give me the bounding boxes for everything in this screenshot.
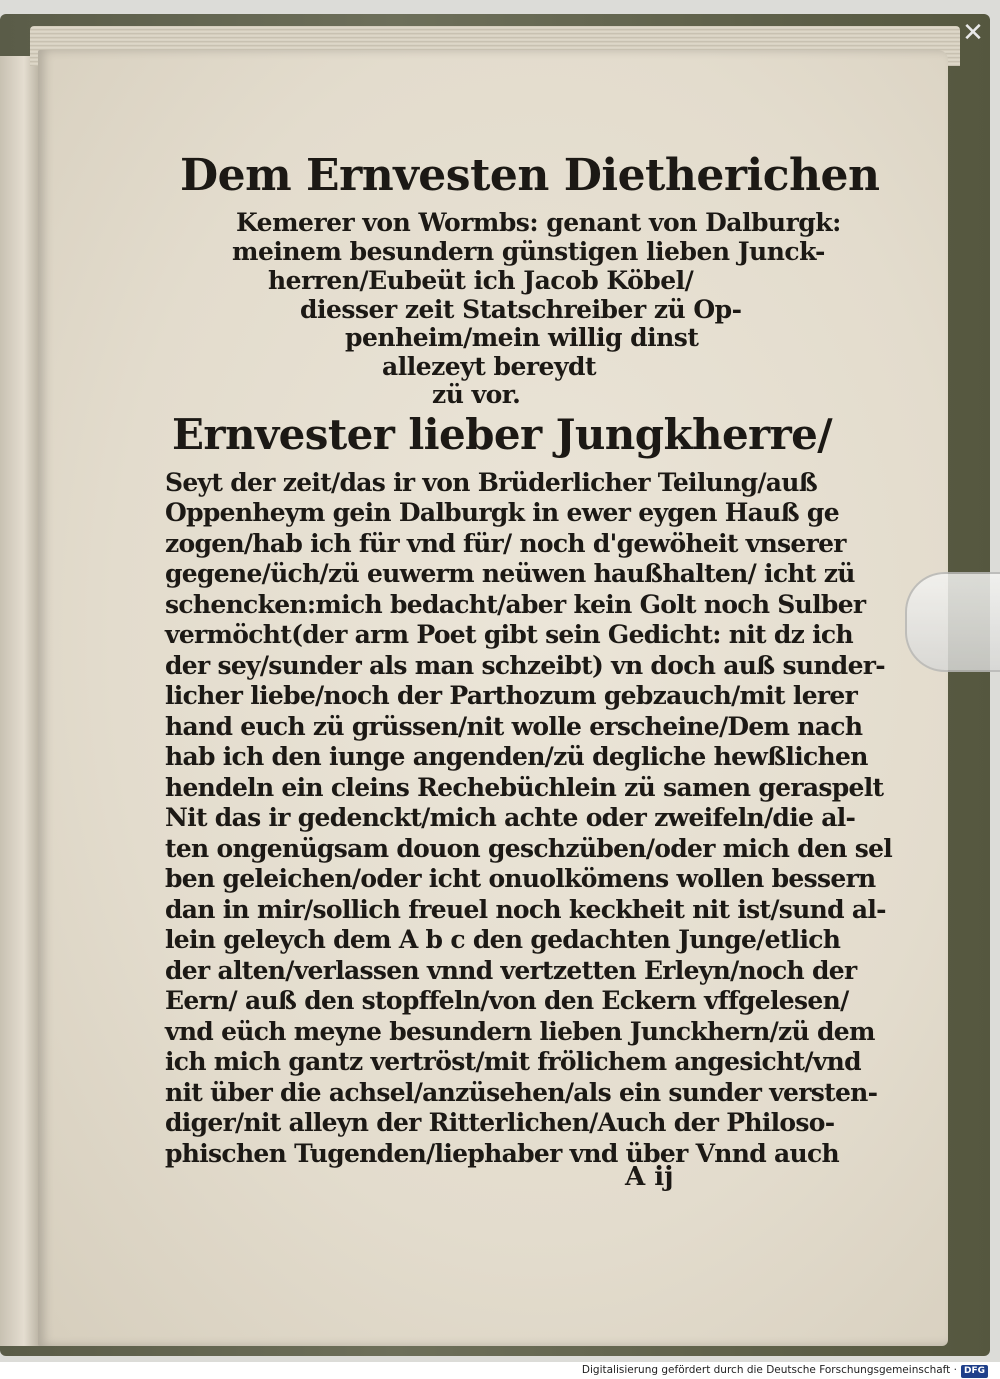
letter-line: der alten/verlassen vnnd vertzetten Erleyn/noch der bbox=[165, 956, 857, 985]
letter-line: Nit das ir gedenckt/mich achte oder zweifeln/die al- bbox=[165, 803, 856, 832]
dedication-line: allezeyt bereydt bbox=[382, 352, 596, 381]
letter-line: phischen Tugenden/liephaber vnd über Vnnd auch bbox=[165, 1139, 840, 1168]
letter-line: der sey/sunder als man schzeibt) vn doch auß sunder- bbox=[165, 651, 885, 680]
letter-line: Eern/ auß den stopffeln/von den Eckern vffgelesen/ bbox=[165, 986, 849, 1015]
letter-line: ben geleichen/oder icht onuolkömens wollen bessern bbox=[165, 864, 876, 893]
dedication-line: herren/Eubeüt ich Jacob Köbel/ bbox=[268, 266, 694, 295]
dedication-heading: Dem Ernvesten Dietherichen bbox=[180, 150, 880, 201]
dedication-line: meinem besundern günstigen lieben Junck- bbox=[232, 237, 825, 266]
dedication-line: penheim/mein willig dinst bbox=[345, 323, 699, 352]
signature-mark: A ij bbox=[625, 1162, 674, 1192]
letter-line: schencken:mich bedacht/aber kein Golt noch Sulber bbox=[165, 590, 866, 619]
letter-line: ich mich gantz vertröst/mit frölichem angesicht/vnd bbox=[165, 1047, 861, 1076]
dfg-logo: DFG bbox=[961, 1365, 988, 1378]
letter-line: zogen/hab ich für vnd für/ noch d'gewöheit vnserer bbox=[165, 529, 846, 558]
letter-line: hand euch zü grüssen/nit wolle erscheine/Dem nach bbox=[165, 712, 863, 741]
letter-line: dan in mir/sollich freuel noch keckheit nit ist/sund al- bbox=[165, 895, 886, 924]
letter-line: hendeln ein cleins Rechebüchlein zü samen geraspelt bbox=[165, 773, 884, 802]
letter-line: lein geleych dem A b c den gedachten Junge/etlich bbox=[165, 925, 841, 954]
letter-line: licher liebe/noch der Parthozum gebzauch/mit lerer bbox=[165, 681, 858, 710]
page-clip bbox=[905, 572, 1000, 672]
letter-line: ten ongenügsam douon geschzüben/oder mich den sel bbox=[165, 834, 893, 863]
letter-line: Oppenheym gein Dalburgk in ewer eygen Hauß ge bbox=[165, 498, 839, 527]
letter-line: vnd eüch meyne besundern lieben Junckhern/zü dem bbox=[165, 1017, 875, 1046]
left-page-edge bbox=[0, 56, 40, 1346]
dedication-line: diesser zeit Statschreiber zü Op- bbox=[300, 295, 742, 324]
footer-text: Digitalisierung gefördert durch die Deutsche Forschungsgemeinschaft · bbox=[581, 1364, 957, 1376]
letter-heading: Ernvester lieber Jungkherre/ bbox=[172, 410, 832, 459]
letter-line: gegene/üch/zü euwerm neüwen haußhalten/ icht zü bbox=[165, 559, 855, 588]
letter-line: vermöcht(der arm Poet gibt sein Gedicht: nit dz ich bbox=[165, 620, 853, 649]
letter-line: diger/nit alleyn der Ritterlichen/Auch der Philoso- bbox=[165, 1108, 835, 1137]
letter-line: nit über die achsel/anzüsehen/als ein sunder versten- bbox=[165, 1078, 878, 1107]
dedication-line: zü vor. bbox=[432, 380, 521, 409]
funding-footer bbox=[582, 1362, 988, 1379]
close-icon[interactable]: ✕ bbox=[962, 18, 984, 48]
letter-line: hab ich den iunge angenden/zü degliche hewßlichen bbox=[165, 742, 868, 771]
letter-line: Seyt der zeit/das ir von Brüderlicher Teilung/auß bbox=[165, 468, 818, 497]
dedication-line: Kemerer von Wormbs: genant von Dalburgk: bbox=[236, 208, 841, 237]
